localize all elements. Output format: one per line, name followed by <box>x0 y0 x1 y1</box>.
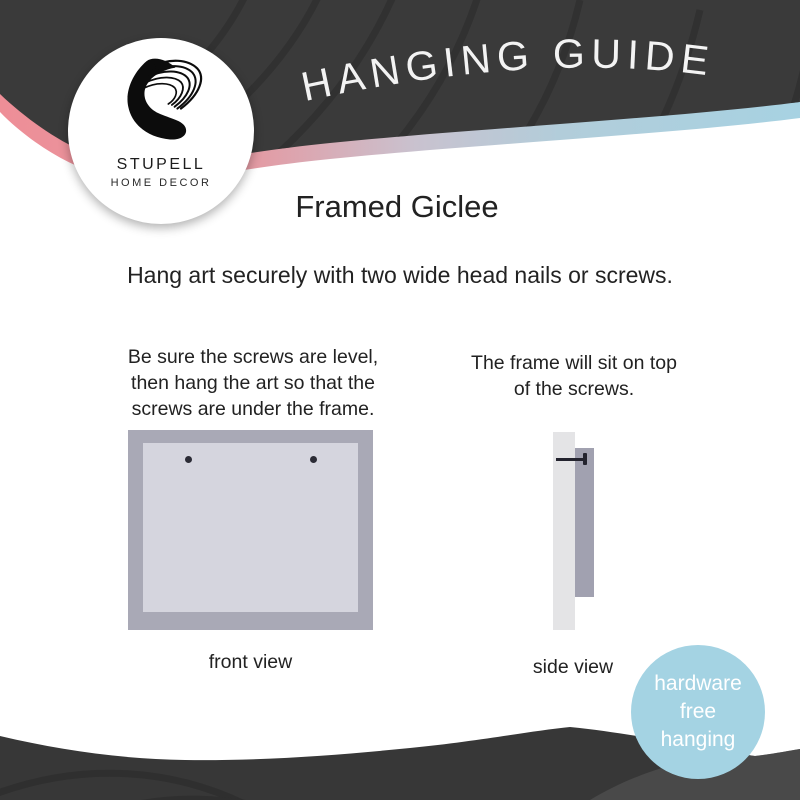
front-view-diagram <box>128 430 373 630</box>
badge-line: free <box>679 700 717 723</box>
badge-line: hardware <box>654 672 742 695</box>
front-instruction-line: Be sure the screws are level, <box>127 346 379 368</box>
intro-text: Hang art securely with two wide head nails or screws. <box>127 262 673 288</box>
product-title: Framed Giclee <box>295 189 499 224</box>
hardware-free-badge <box>631 645 765 779</box>
screw-icon-left <box>185 456 192 463</box>
screw-icon-right <box>310 456 317 463</box>
header-title: HANGING GUIDE <box>297 30 718 110</box>
badge-line: hanging <box>660 728 736 751</box>
wall-bar <box>553 432 575 630</box>
brand-name: STUPELL <box>116 156 206 173</box>
front-instruction-line: screws are under the frame. <box>131 398 375 420</box>
side-instruction-line: of the screws. <box>513 378 635 400</box>
nail-head-icon <box>583 453 587 465</box>
side-view-label: side view <box>532 656 614 678</box>
front-view-label: front view <box>208 651 293 673</box>
nail-icon <box>556 458 585 461</box>
frame-profile-bar <box>575 448 594 597</box>
brand-subtitle: HOME DECOR <box>110 177 212 189</box>
front-instruction <box>103 344 403 422</box>
side-instruction-line: The frame will sit on top <box>471 352 677 374</box>
stupell-swoosh-s-icon <box>113 54 209 154</box>
front-instruction-line: then hang the art so that the <box>131 372 375 394</box>
frame-inner-panel <box>143 443 358 612</box>
side-instruction <box>444 350 704 402</box>
